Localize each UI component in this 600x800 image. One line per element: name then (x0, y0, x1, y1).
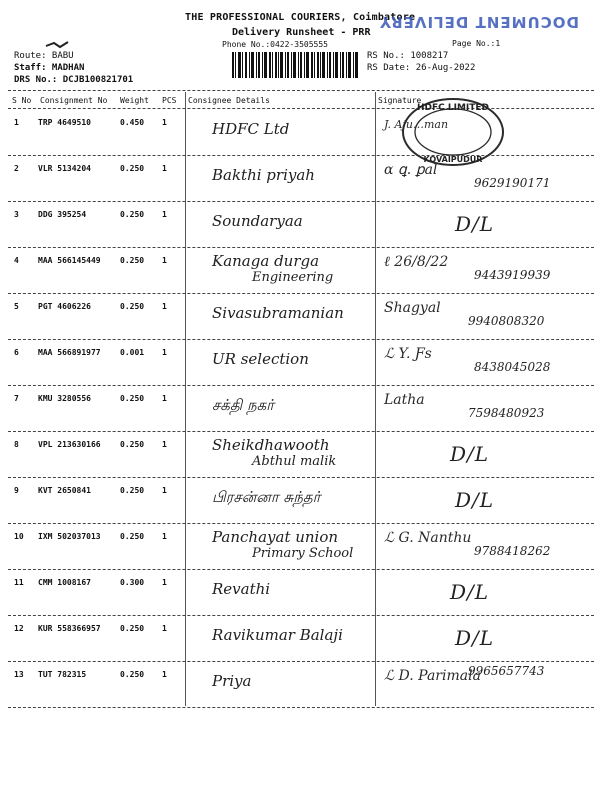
consignment-number: IXM 502037013 (38, 532, 101, 541)
consignee-name: Kanaga durga (212, 252, 320, 270)
consignee-name: Bakthi priyah (212, 166, 315, 184)
signature-dl: D/L (455, 212, 495, 236)
weight-value: 0.250 (120, 670, 145, 679)
consignee-name: Ravikumar Balaji (212, 626, 343, 644)
rs-date: RS Date: 26-Aug-2022 (367, 63, 476, 73)
consignee-name: Revathi (212, 580, 271, 598)
consignee-name: Sivasubramanian (212, 304, 344, 322)
pieces-count: 1 (162, 486, 167, 495)
route-details (14, 50, 133, 86)
route-label: Route: BABU (14, 51, 74, 61)
runsheet-subtitle: Delivery Runsheet - PRR (232, 27, 371, 38)
consignee-name: UR selection (212, 350, 309, 368)
serial-number: 1 (14, 118, 19, 127)
serial-number: 12 (14, 624, 24, 633)
table-row (0, 340, 600, 386)
serial-number: 8 (14, 440, 19, 449)
serial-number: 2 (14, 164, 19, 173)
signature-dl: D/L (450, 580, 490, 604)
table-row (0, 478, 600, 524)
page-number: Page No.:1 (452, 39, 501, 48)
weight-value: 0.300 (120, 578, 145, 587)
consignee-name: HDFC Ltd (212, 120, 290, 138)
staff-label: Staff: MADHAN (14, 63, 85, 73)
signature: J. Aju…man (384, 118, 449, 131)
table-row (0, 570, 600, 616)
col-pcs: PCS (162, 96, 177, 105)
consignee-name: பிரசன்னா சுந்தர் (212, 488, 321, 506)
weight-value: 0.250 (120, 624, 145, 633)
table-row (0, 294, 600, 340)
serial-number: 6 (14, 348, 19, 357)
table-row (0, 110, 600, 156)
signature: ɑ ꝗ. ꝑal (384, 162, 438, 178)
company-phone: Phone No.:0422-3505555 (222, 40, 328, 49)
serial-number: 10 (14, 532, 24, 541)
consignee-name: Sheikdhawooth (212, 436, 330, 454)
barcode-icon (232, 52, 358, 78)
signature-dl: D/L (450, 442, 490, 466)
row-separator (8, 707, 594, 708)
weight-value: 0.450 (120, 118, 145, 127)
company-title: THE PROFESSIONAL COURIERS, Coimbatore (185, 12, 416, 23)
consignment-number: VLR 5134204 (38, 164, 91, 173)
col-consignee: Consignee Details (188, 96, 270, 105)
col-weight: Weight (120, 96, 149, 105)
pieces-count: 1 (162, 256, 167, 265)
consignee-name-line2: Primary School (252, 546, 354, 561)
table-row (0, 432, 600, 478)
pieces-count: 1 (162, 578, 167, 587)
hdfc-seal-icon (398, 96, 508, 168)
serial-number: 3 (14, 210, 19, 219)
serial-number: 13 (14, 670, 24, 679)
signature: ℒ Y. Ƒs (384, 346, 432, 362)
serial-number: 11 (14, 578, 24, 587)
weight-value: 0.250 (120, 210, 145, 219)
table-row (0, 616, 600, 662)
consignee-name: சக்தி நகர் (212, 396, 275, 414)
consignee-name: Panchayat union (212, 528, 339, 546)
pieces-count: 1 (162, 440, 167, 449)
weight-value: 0.250 (120, 164, 145, 173)
col-signature: Signature (378, 96, 422, 105)
weight-value: 0.250 (120, 486, 145, 495)
drs-number: DRS No.: DCJB100821701 (14, 75, 134, 85)
signature: Shagyal (384, 300, 441, 316)
document-delivery-stamp: DOCUMENT DELIVERY (379, 13, 579, 31)
pieces-count: 1 (162, 302, 167, 311)
handwritten-phone: 9788418262 (474, 544, 551, 558)
col-consignment: Consignment No (40, 96, 108, 105)
consignee-name: Soundaryaa (212, 212, 303, 230)
table-row (0, 524, 600, 570)
pieces-count: 1 (162, 210, 167, 219)
pieces-count: 1 (162, 394, 167, 403)
handwritten-phone: 9965657743 (468, 664, 545, 678)
pieces-count: 1 (162, 348, 167, 357)
serial-number: 9 (14, 486, 19, 495)
hdfc-seal-line2: KOVAIPUDUR (423, 155, 483, 164)
consignment-number: MAA 566145449 (38, 256, 101, 265)
weight-value: 0.001 (120, 348, 145, 357)
handwritten-phone: 7598480923 (468, 406, 545, 420)
header-top-rule (8, 90, 594, 91)
table-row (0, 156, 600, 202)
pieces-count: 1 (162, 164, 167, 173)
consignment-number: KUR 558366957 (38, 624, 101, 633)
weight-value: 0.250 (120, 440, 145, 449)
consignment-number: TUT 782315 (38, 670, 87, 679)
rs-details (367, 50, 475, 74)
weight-value: 0.250 (120, 532, 145, 541)
consignment-number: KMU 3280556 (38, 394, 91, 403)
consignment-number: MAA 566891977 (38, 348, 101, 357)
consignment-number: TRP 4649510 (38, 118, 91, 127)
handwritten-phone: 9629190171 (474, 176, 551, 190)
pieces-count: 1 (162, 118, 167, 127)
pieces-count: 1 (162, 624, 167, 633)
signature: Latha (384, 392, 425, 408)
consignee-name-line2: Abthul malik (252, 454, 337, 469)
consignment-number: VPL 213630166 (38, 440, 101, 449)
signature-dl: D/L (455, 626, 495, 650)
table-row (0, 248, 600, 294)
weight-value: 0.250 (120, 302, 145, 311)
scribble-mark-icon (44, 40, 70, 50)
signature: ℒ D. Parimala (384, 668, 481, 684)
handwritten-phone: 8438045028 (474, 360, 551, 374)
rs-number: RS No.: 1008217 (367, 51, 449, 61)
consignment-number: CMM 1008167 (38, 578, 91, 587)
consignment-number: KVT 2650841 (38, 486, 91, 495)
signature: ℓ 26/8/22 (384, 254, 449, 270)
consignee-name-line2: Engineering (252, 270, 334, 285)
serial-number: 7 (14, 394, 19, 403)
weight-value: 0.250 (120, 394, 145, 403)
serial-number: 5 (14, 302, 19, 311)
hdfc-seal-line1: HDFC LIMITED (416, 103, 490, 113)
handwritten-phone: 9940808320 (468, 314, 545, 328)
consignment-number: PGT 4606226 (38, 302, 91, 311)
signature: ℒ G. Nanthu (384, 530, 472, 546)
table-row (0, 386, 600, 432)
pieces-count: 1 (162, 532, 167, 541)
table-row (0, 202, 600, 248)
table-row (0, 662, 600, 708)
pieces-count: 1 (162, 670, 167, 679)
weight-value: 0.250 (120, 256, 145, 265)
signature-dl: D/L (455, 488, 495, 512)
handwritten-phone: 9443919939 (474, 268, 551, 282)
consignee-name: Priya (212, 672, 252, 690)
col-sno: S No (12, 96, 32, 105)
serial-number: 4 (14, 256, 19, 265)
consignment-number: DDG 395254 (38, 210, 87, 219)
